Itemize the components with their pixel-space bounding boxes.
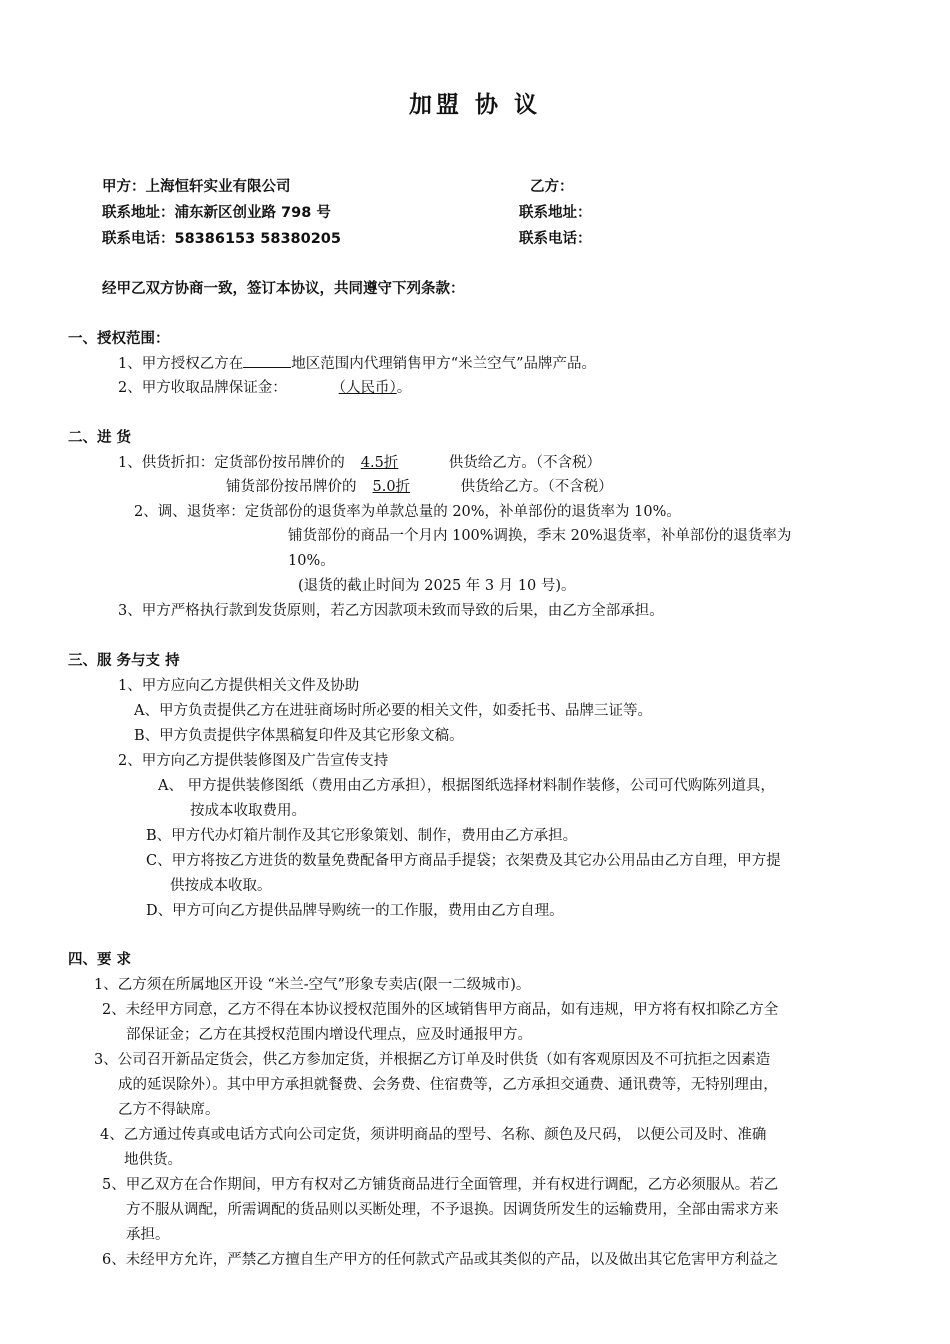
payment-rule: 3、甲方严格执行款到发货原则，若乙方因款项未致而导致的后果，由乙方全部承担。 bbox=[118, 603, 664, 619]
section-3-line: A、 甲方提供装修图纸（费用由乙方承担），根据图纸选择材料制作装修，公司可代购陈列道具， bbox=[158, 778, 775, 794]
section-3-line: 1、甲方应向乙方提供相关文件及协助 bbox=[118, 678, 360, 694]
party-b-phone: 联系电话： bbox=[519, 231, 592, 247]
return-rate-line-2: 铺货部份的商品一个月内 100%调换，季末 20%退货率，补单部份的退货率为 bbox=[288, 528, 792, 544]
section-4-line: 6、未经甲方允许，严禁乙方擅自生产甲方的任何款式产品或其类似的产品，以及做出其它危害甲方利益之 bbox=[102, 1252, 779, 1268]
return-rate-line-3: 10%。 bbox=[288, 553, 335, 569]
discount-2-value: 5.0折 bbox=[372, 479, 411, 495]
party-a-phone: 联系电话：58386153 58380205 bbox=[102, 231, 341, 247]
section-4-line: 地供货。 bbox=[124, 1152, 182, 1168]
section-3-line: 供按成本收取。 bbox=[170, 878, 272, 894]
discount-1-value: 4.5折 bbox=[360, 455, 399, 471]
party-b-address: 联系地址： bbox=[519, 205, 592, 221]
section-3-line: A、甲方负责提供乙方在进驻商场时所必要的相关文件，如委托书、品牌三证等。 bbox=[134, 703, 652, 719]
party-a-address: 联系地址：浦东新区创业路 798 号 bbox=[102, 205, 331, 221]
section-3-line: D、甲方可向乙方提供品牌导购统一的工作服，费用由乙方自理。 bbox=[146, 903, 564, 919]
deposit-underlined: （人民币） bbox=[338, 380, 397, 396]
item-2-prefix: 2、甲方收取品牌保证金： bbox=[118, 380, 287, 396]
party-b-name: 乙方： bbox=[530, 179, 574, 195]
section-1-heading: 一、授权范围： bbox=[68, 331, 170, 347]
section-4-line: 2、未经甲方同意，乙方不得在本协议授权范围外的区域销售甲方商品，如有违规，甲方将有权扣除乙方全 bbox=[102, 1002, 779, 1018]
return-rate-line: 2、调、退货率：定货部份的退货率为单款总量的 20%，补单部份的退货率为 10%。 bbox=[134, 504, 681, 520]
section-3-line: 2、甲方向乙方提供装修图及广告宣传支持 bbox=[118, 753, 389, 769]
section-1-item-1 bbox=[118, 353, 596, 374]
section-3-heading: 三、服 务与支 持 bbox=[68, 653, 180, 669]
return-deadline: (退货的截止时间为 2025 年 3 月 10 号)。 bbox=[298, 578, 576, 594]
section-1-item-2 bbox=[118, 378, 411, 398]
section-3-line: B、甲方负责提供字体黑稿复印件及其它形象文稿。 bbox=[134, 728, 464, 744]
blank-line bbox=[243, 353, 291, 368]
discount-line-2 bbox=[226, 477, 613, 497]
discount-line-1 bbox=[118, 453, 601, 473]
section-4-line: 方不服从调配，所需调配的货品则以买断处理，不予退换。因调货所发生的运输费用，全部由需求方来 bbox=[126, 1202, 779, 1218]
section-4-line: 1、乙方须在所属地区开设 “米兰-空气”形象专卖店(限一二级城市)。 bbox=[94, 977, 531, 993]
section-4-line: 乙方不得缺席。 bbox=[118, 1102, 220, 1118]
section-4-line: 承担。 bbox=[126, 1227, 170, 1243]
discount-2-prefix: 铺货部份按吊牌价的 bbox=[226, 479, 357, 495]
section-4-line: 4、乙方通过传真或电话方式向公司定货，须讲明商品的型号、名称、颜色及尺码， 以便公司及时、准确 bbox=[100, 1127, 767, 1143]
section-3-line: B、甲方代办灯箱片制作及其它形象策划、制作，费用由乙方承担。 bbox=[146, 828, 578, 844]
section-4-line: 3、公司召开新品定货会，供乙方参加定货，并根据乙方订单及时供货（如有客观原因及不可抗拒之因素造 bbox=[94, 1052, 771, 1068]
item-1-suffix: 地区范围内代理销售甲方“米兰空气”品牌产品。 bbox=[291, 356, 597, 372]
item-2-suffix: 。 bbox=[396, 380, 412, 396]
section-4-heading: 四、要 求 bbox=[68, 952, 132, 968]
page-title: 加盟 协 议 bbox=[408, 92, 541, 118]
discount-1-prefix: 1、供货折扣：定货部份按吊牌价的 bbox=[118, 455, 345, 471]
intro-text: 经甲乙双方协商一致，签订本协议，共同遵守下列条款： bbox=[102, 281, 465, 297]
section-2-heading: 二、进 货 bbox=[68, 430, 132, 446]
section-4-line: 部保证金；乙方在其授权范围内增设代理点，应及时通报甲方。 bbox=[126, 1027, 532, 1043]
discount-2-suffix: 供货给乙方。（不含税） bbox=[460, 479, 613, 495]
party-a-name: 甲方：上海恒轩实业有限公司 bbox=[102, 179, 291, 195]
discount-1-suffix: 供货给乙方。（不含税） bbox=[448, 455, 601, 471]
item-1-prefix: 1、甲方授权乙方在 bbox=[118, 356, 244, 372]
section-3-line: C、甲方将按乙方进货的数量免费配备甲方商品手提袋；衣架费及其它办公用品由乙方自理，甲方提 bbox=[146, 853, 781, 869]
section-4-line: 5、甲乙双方在合作期间，甲方有权对乙方铺货商品进行全面管理，并有权进行调配，乙方必须服从。若乙 bbox=[102, 1177, 779, 1193]
section-3-line: 按成本收取费用。 bbox=[190, 803, 306, 819]
section-4-line: 成的延误除外）。其中甲方承担就餐费、会务费、住宿费等，乙方承担交通费、通讯费等，无特别理由， bbox=[118, 1077, 778, 1093]
